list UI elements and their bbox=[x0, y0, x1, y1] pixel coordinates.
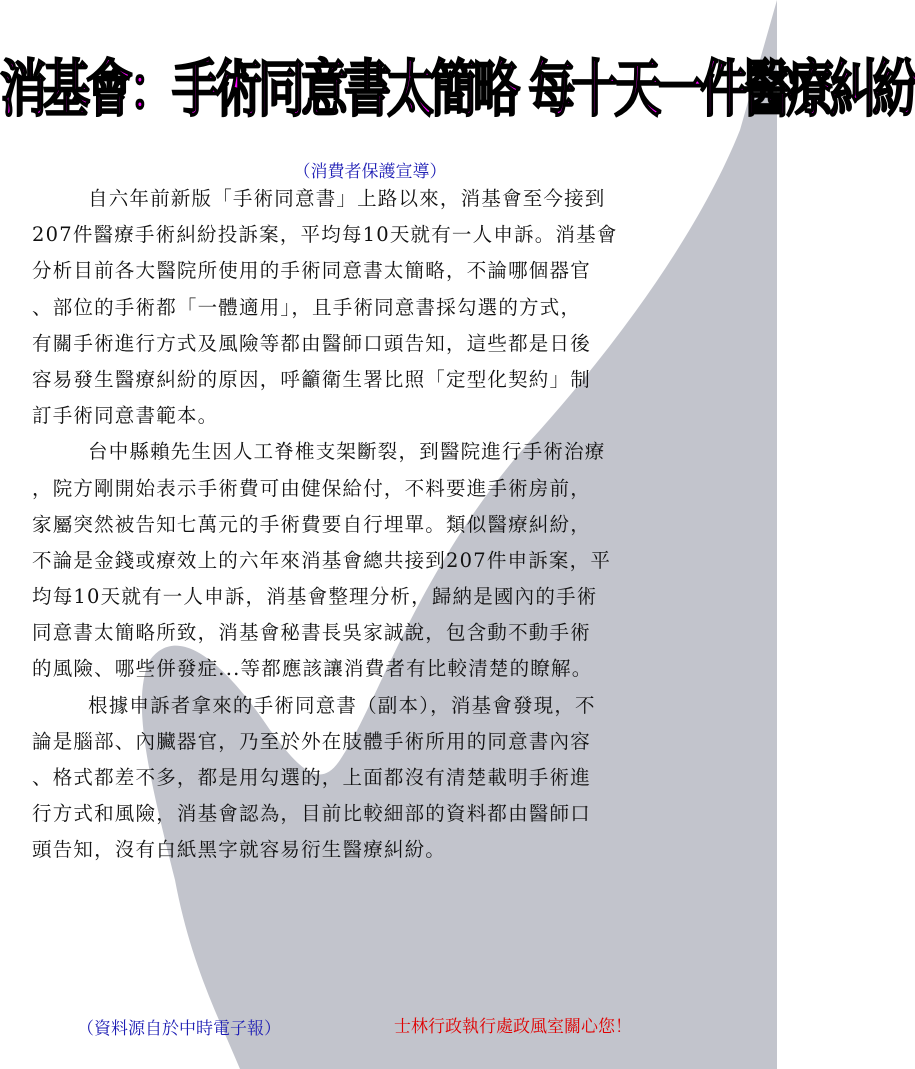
text-line: 有關手術進行方式及風險等都由醫師口頭告知，這些都是日後 bbox=[32, 331, 591, 355]
text-line: 均每10天就有一人申訴，消基會整理分析，歸納是國內的手術 bbox=[32, 585, 598, 609]
paragraph bbox=[32, 434, 748, 687]
text-line: 論是腦部、內臟器官，乃至於外在肢體手術所用的同意書內容 bbox=[32, 729, 591, 753]
text-line: 根據申訴者拿來的手術同意書（副本），消基會發現，不 bbox=[88, 693, 596, 717]
text-line: 家屬突然被告知七萬元的手術費要自行埋單。類似醫療糾紛， bbox=[32, 512, 591, 536]
text-line: 同意書太簡略所致，消基會秘書長吳家誠說，包含動不動手術 bbox=[32, 621, 591, 645]
subtitle: （消費者保護宣導） bbox=[293, 162, 447, 182]
text-line: 訂手術同意書範本。 bbox=[32, 404, 219, 428]
text-line: 頭告知，沒有白紙黑字就容易衍生醫療糾紛。 bbox=[32, 838, 447, 862]
source-note: （資料源自於中時電子報） bbox=[77, 1019, 281, 1039]
text-line: 台中縣賴先生因人工脊椎支架斷裂，到醫院進行手術治療 bbox=[88, 440, 606, 464]
text-line: 行方式和風險，消基會認為，目前比較細部的資料都由醫師口 bbox=[32, 802, 591, 826]
text-line: 自六年前新版「手術同意書」上路以來，消基會至今接到 bbox=[88, 187, 606, 210]
text-line: 207件醫療手術糾紛投訴案，平均每10天就有一人申訴。消基會 bbox=[32, 223, 618, 247]
page-title: 消基會：手術同意書太簡略 每十天一件醫療糾紛 bbox=[0, 54, 915, 126]
paragraph bbox=[32, 688, 748, 869]
text-line: 、部位的手術都「一體適用」，且手術同意書採勾選的方式， bbox=[32, 295, 582, 319]
text-line: 、格式都差不多，都是用勾選的，上面都沒有清楚載明手術進 bbox=[32, 766, 591, 789]
footer-note: 士林行政執行處政風室關心您！ bbox=[394, 1017, 632, 1037]
text-line: 不論是金錢或療效上的六年來消基會總共接到207件申訴案，平 bbox=[32, 548, 612, 572]
article-body bbox=[32, 181, 748, 869]
text-line: 的風險、哪些併發症...等都應該讓消費者有比較清楚的瞭解。 bbox=[32, 657, 593, 681]
text-line: 分析目前各大醫院所使用的手術同意書太簡略，不論哪個器官 bbox=[32, 259, 591, 283]
text-line: 容易發生醫療糾紛的原因，呼籲衛生署比照「定型化契約」制 bbox=[32, 367, 591, 391]
paragraph bbox=[32, 181, 748, 434]
text-line: ，院方剛開始表示手術費可由健保給付，不料要進手術房前， bbox=[32, 476, 591, 500]
